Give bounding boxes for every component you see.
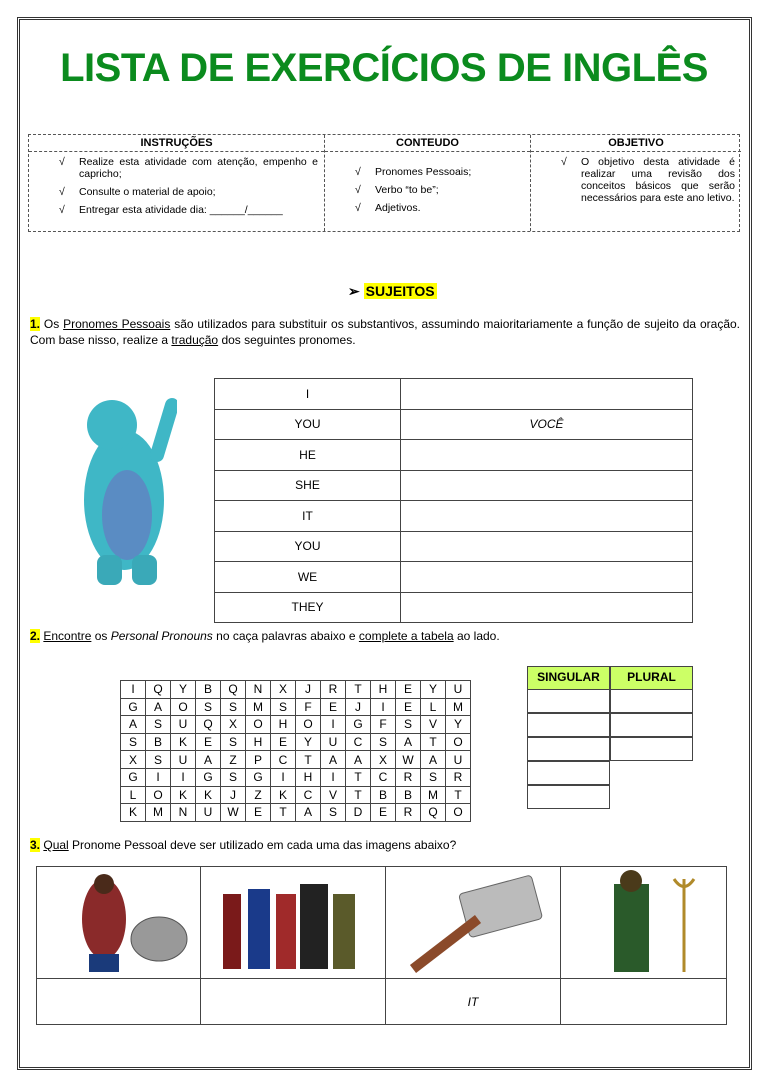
word-search-letter[interactable]: U <box>446 681 471 699</box>
word-search-letter[interactable]: K <box>196 786 221 804</box>
word-search-letter[interactable]: E <box>396 681 421 699</box>
word-search-letter[interactable]: M <box>446 698 471 716</box>
word-search-letter[interactable]: M <box>421 786 446 804</box>
question-2: 2. Encontre os Personal Pronouns no caça palavras abaixo e complete a tabela ao lado. <box>30 629 500 643</box>
word-search-letter[interactable]: O <box>446 733 471 751</box>
word-search-letter[interactable]: X <box>271 681 296 699</box>
list-item: √ Adjetivos. <box>345 202 524 214</box>
word-search-letter[interactable]: A <box>121 716 146 734</box>
word-search-row <box>121 733 471 751</box>
answer-cell[interactable] <box>561 979 727 1025</box>
pronoun-translation-table <box>214 378 693 623</box>
word-search-letter[interactable]: U <box>171 716 196 734</box>
table-row <box>215 379 693 410</box>
word-search-letter[interactable]: Y <box>446 716 471 734</box>
word-search-letter[interactable]: X <box>371 751 396 769</box>
word-search-letter[interactable]: M <box>146 804 171 822</box>
objetivo-header: OBJETIVO <box>531 135 741 152</box>
table-row <box>215 470 693 501</box>
word-search-letter[interactable]: S <box>146 751 171 769</box>
conteudo-header: CONTEUDO <box>325 135 530 152</box>
word-search-letter[interactable]: R <box>321 681 346 699</box>
word-search-letter[interactable]: I <box>121 681 146 699</box>
word-search-letter[interactable]: S <box>196 698 221 716</box>
word-search-letter[interactable]: K <box>271 786 296 804</box>
word-search-letter[interactable]: W <box>221 804 246 822</box>
aquaman-image <box>561 867 727 979</box>
word-search-letter[interactable]: U <box>446 751 471 769</box>
word-search-row <box>121 681 471 699</box>
word-search-letter[interactable]: C <box>371 768 396 786</box>
word-search-letter[interactable]: X <box>121 751 146 769</box>
word-search-letter[interactable]: A <box>421 751 446 769</box>
word-search-row <box>121 716 471 734</box>
objetivo-column <box>531 135 741 231</box>
word-search-letter[interactable]: C <box>271 751 296 769</box>
pronoun-english: YOU <box>215 409 401 440</box>
arrow-bullet-icon: ➢ <box>348 283 364 299</box>
word-search-letter[interactable]: K <box>171 733 196 751</box>
word-search-letter[interactable]: Q <box>146 681 171 699</box>
pronoun-translation[interactable] <box>401 531 693 562</box>
word-search-letter[interactable]: N <box>171 804 196 822</box>
pronoun-translation[interactable] <box>401 470 693 501</box>
word-search-letter[interactable]: H <box>271 716 296 734</box>
word-search-letter[interactable]: S <box>121 733 146 751</box>
pronoun-english: HE <box>215 440 401 471</box>
table-row <box>215 409 693 440</box>
word-search-letter[interactable]: T <box>346 768 371 786</box>
plural-cell[interactable] <box>610 737 693 761</box>
word-search-letter[interactable]: I <box>321 768 346 786</box>
answer-cell[interactable] <box>37 979 201 1025</box>
word-search-letter[interactable]: Z <box>246 786 271 804</box>
word-search-letter[interactable]: E <box>271 733 296 751</box>
word-search-letter[interactable]: T <box>421 733 446 751</box>
word-search-row <box>121 751 471 769</box>
word-search-letter[interactable]: B <box>196 681 221 699</box>
word-search-letter[interactable]: I <box>371 698 396 716</box>
word-search-letter[interactable]: S <box>221 698 246 716</box>
word-search-letter[interactable]: G <box>121 698 146 716</box>
word-search-letter[interactable]: I <box>271 768 296 786</box>
word-search-row <box>121 768 471 786</box>
word-search-letter[interactable]: K <box>171 786 196 804</box>
word-search-row <box>121 698 471 716</box>
word-search-letter[interactable]: G <box>196 768 221 786</box>
word-search-letter[interactable]: E <box>196 733 221 751</box>
word-search-letter[interactable]: A <box>146 698 171 716</box>
pronoun-translation[interactable] <box>401 440 693 471</box>
word-search-letter[interactable]: B <box>146 733 171 751</box>
singular-cell[interactable] <box>527 785 610 809</box>
word-search-letter[interactable]: E <box>371 804 396 822</box>
word-search-letter[interactable]: Q <box>421 804 446 822</box>
word-search-letter[interactable]: E <box>396 698 421 716</box>
word-search-letter[interactable]: U <box>196 804 221 822</box>
word-search-grid <box>120 680 471 822</box>
pronoun-translation[interactable] <box>401 501 693 532</box>
word-search-letter[interactable]: V <box>321 786 346 804</box>
word-search-letter[interactable]: S <box>371 733 396 751</box>
page-title: LISTA DE EXERCÍCIOS DE INGLÊS <box>60 46 708 90</box>
instrucoes-header: INSTRUÇÕES <box>29 135 324 152</box>
word-search-letter[interactable]: I <box>146 768 171 786</box>
word-search-letter[interactable]: L <box>421 698 446 716</box>
singular-header: SINGULAR <box>527 666 610 690</box>
singular-cell[interactable] <box>527 689 610 713</box>
word-search-letter[interactable]: N <box>246 681 271 699</box>
word-search-letter[interactable]: H <box>371 681 396 699</box>
word-search-letter[interactable]: S <box>321 804 346 822</box>
table-row <box>215 531 693 562</box>
justice-league-image <box>201 867 386 979</box>
word-search-letter[interactable]: Q <box>196 716 221 734</box>
word-search-letter[interactable]: L <box>121 786 146 804</box>
word-search-letter[interactable]: O <box>296 716 321 734</box>
singular-cell[interactable] <box>527 713 610 737</box>
word-search-letter[interactable]: I <box>171 768 196 786</box>
list-item: √ Realize esta atividade com atenção, empenho e capricho; <box>49 156 318 180</box>
word-search-letter[interactable]: A <box>321 751 346 769</box>
word-search-letter[interactable]: E <box>246 804 271 822</box>
pronoun-english: WE <box>215 562 401 593</box>
images-table <box>36 866 727 1025</box>
word-search-letter[interactable]: U <box>171 751 196 769</box>
section-heading: ➢ SUJEITOS <box>348 283 435 299</box>
word-search-letter[interactable]: O <box>171 698 196 716</box>
word-search-letter[interactable]: S <box>221 733 246 751</box>
word-search-letter[interactable]: B <box>396 786 421 804</box>
word-search-letter[interactable]: Y <box>296 733 321 751</box>
conteudo-column <box>325 135 531 231</box>
list-item: √ Consulte o material de apoio; <box>49 186 318 198</box>
word-search-letter[interactable]: P <box>246 751 271 769</box>
word-search-letter[interactable]: A <box>296 804 321 822</box>
word-search-letter[interactable]: S <box>221 768 246 786</box>
word-search-row <box>121 786 471 804</box>
word-search-letter[interactable]: X <box>221 716 246 734</box>
word-search-letter[interactable]: R <box>446 768 471 786</box>
list-item: √ O objetivo desta atividade é realizar uma revisão dos conceitos básicos que serão necessários para este ano letivo. <box>551 156 735 204</box>
table-row <box>215 592 693 623</box>
word-search-letter[interactable]: O <box>146 786 171 804</box>
word-search-letter[interactable]: H <box>246 733 271 751</box>
word-search-letter[interactable]: Q <box>221 681 246 699</box>
word-search-letter[interactable]: C <box>296 786 321 804</box>
pronoun-translation[interactable] <box>401 562 693 593</box>
question-3: 3. Qual Pronome Pessoal deve ser utilizado em cada uma das imagens abaixo? <box>30 838 457 852</box>
word-search-letter[interactable]: T <box>296 751 321 769</box>
word-search-letter[interactable]: O <box>246 716 271 734</box>
plural-cell[interactable] <box>610 689 693 713</box>
word-search-letter[interactable]: A <box>346 751 371 769</box>
pronoun-english: THEY <box>215 592 401 623</box>
word-search-letter[interactable]: Y <box>421 681 446 699</box>
word-search-letter[interactable]: C <box>346 733 371 751</box>
list-item: √ Verbo “to be”; <box>345 184 524 196</box>
word-search-letter[interactable]: T <box>446 786 471 804</box>
word-search-letter[interactable]: A <box>196 751 221 769</box>
word-search-letter[interactable]: U <box>321 733 346 751</box>
word-search-letter[interactable]: R <box>396 768 421 786</box>
word-search-letter[interactable]: F <box>296 698 321 716</box>
instrucoes-column <box>29 135 325 231</box>
word-search-letter[interactable]: B <box>371 786 396 804</box>
word-search-letter[interactable]: S <box>396 716 421 734</box>
question-1: 1. Os Pronomes Pessoais são utilizados para substituir os substantivos, assumindo maioritariamente a função de sujeito da oração. Com base nisso, realize a tradução dos seguintes pronomes. <box>30 317 740 347</box>
wonder-woman-image <box>37 867 201 979</box>
word-search-letter[interactable]: R <box>396 804 421 822</box>
pronoun-translation[interactable] <box>401 592 693 623</box>
pronoun-english: SHE <box>215 470 401 501</box>
plural-header: PLURAL <box>610 666 693 690</box>
table-row <box>215 501 693 532</box>
word-search-letter[interactable]: T <box>271 804 296 822</box>
word-search-letter[interactable]: S <box>146 716 171 734</box>
word-search-letter[interactable]: T <box>346 681 371 699</box>
word-search-letter[interactable]: G <box>346 716 371 734</box>
answer-cell[interactable] <box>201 979 386 1025</box>
word-search-letter[interactable]: S <box>421 768 446 786</box>
word-search-letter[interactable]: F <box>371 716 396 734</box>
word-search-letter[interactable]: J <box>346 698 371 716</box>
word-search-letter[interactable]: J <box>296 681 321 699</box>
word-search-letter[interactable]: I <box>321 716 346 734</box>
pronoun-english: I <box>215 379 401 410</box>
pronoun-english: YOU <box>215 531 401 562</box>
plural-cell[interactable] <box>610 713 693 737</box>
word-search-letter[interactable]: J <box>221 786 246 804</box>
answer-cell[interactable]: IT <box>386 979 561 1025</box>
word-search-letter[interactable]: Z <box>221 751 246 769</box>
singular-cell[interactable] <box>527 737 610 761</box>
word-search-row <box>121 804 471 822</box>
singular-cell[interactable] <box>527 761 610 785</box>
word-search-letter[interactable]: K <box>121 804 146 822</box>
list-item: √ Pronomes Pessoais; <box>345 166 524 178</box>
word-search-letter[interactable]: A <box>396 733 421 751</box>
word-search-letter[interactable]: W <box>396 751 421 769</box>
word-search-letter[interactable]: G <box>121 768 146 786</box>
word-search-letter[interactable]: T <box>346 786 371 804</box>
word-search-letter[interactable]: D <box>346 804 371 822</box>
pronoun-translation[interactable]: VOCÊ <box>401 409 693 440</box>
word-search-letter[interactable]: H <box>296 768 321 786</box>
list-item: √ Entregar esta atividade dia: ______/______ <box>49 204 318 216</box>
thor-hammer-image <box>386 867 561 979</box>
word-search-letter[interactable]: O <box>446 804 471 822</box>
word-search-letter[interactable]: Y <box>171 681 196 699</box>
info-box <box>28 134 740 232</box>
word-search-letter[interactable]: M <box>246 698 271 716</box>
monster-image <box>72 385 177 595</box>
pronoun-english: IT <box>215 501 401 532</box>
word-search-letter[interactable]: S <box>271 698 296 716</box>
table-row <box>215 440 693 471</box>
table-row <box>215 562 693 593</box>
pronoun-translation[interactable] <box>401 379 693 410</box>
word-search-letter[interactable]: V <box>421 716 446 734</box>
word-search-letter[interactable]: E <box>321 698 346 716</box>
word-search-letter[interactable]: G <box>246 768 271 786</box>
